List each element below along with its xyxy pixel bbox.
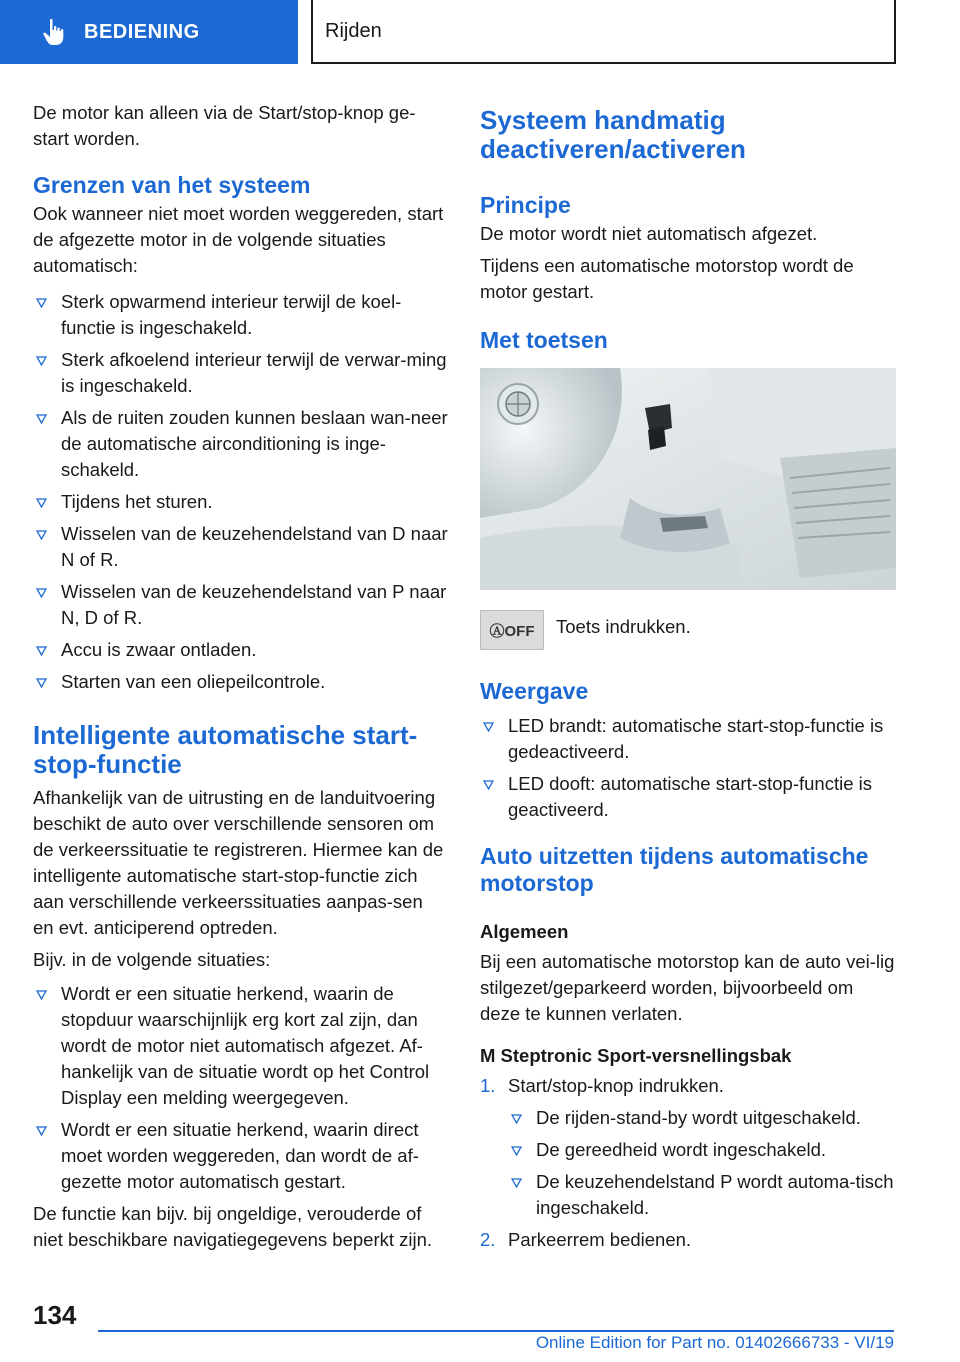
chapter-header (311, 0, 896, 64)
footer-divider (98, 1330, 894, 1332)
bijv-list (33, 981, 448, 1195)
right-column (480, 100, 896, 1259)
hand-pointer-icon (42, 18, 66, 46)
intelligent-heading: Intelligente automatische start-stop-functie (33, 720, 418, 779)
step-item (480, 1073, 896, 1221)
list-item: Wordt er een situatie herkend, waarin de stopduur waarschijnlijk erg kort zal zijn, dan wordt de motor niet automatisch afgezet. Af-hankelijk van de situatie wordt op het Control Display een melding weergegeven. (33, 981, 448, 1111)
intelligent-paragraph: Afhankelijk van de uitrusting en de landuitvoering beschikt de auto over verschillende sensoren om de verkeerssituatie te registreren. Hiermee kan de intelligente automatische start-stop-functie zich aan verschillende verkeerssituaties aanpas-sen en evt. anticiperend optreden. (33, 787, 444, 938)
list-item: Accu is zwaar ontladen. (33, 637, 448, 663)
footer-edition: Online Edition for Part no. 01402666733 - VI/19 (535, 1333, 894, 1352)
step-number: 2. (480, 1229, 496, 1250)
grenzen-heading: Grenzen van het systeem (33, 172, 311, 198)
triangle-bullet-icon (36, 530, 47, 540)
step-text: Parkeerrem bedienen. (508, 1229, 692, 1250)
dashboard-photo (480, 368, 896, 590)
intro-paragraph: De motor kan alleen via de Start/stop-knop ge-start worden. (33, 102, 416, 149)
section-label: BEDIENING (84, 20, 200, 43)
algemeen-heading: Algemeen (480, 921, 569, 942)
toets-paragraph: Toets indrukken. (556, 616, 691, 637)
manual-heading: Systeem handmatig deactiveren/activeren (480, 105, 746, 164)
chapter-title: Rijden (325, 19, 382, 42)
list-item: Sterk afkoelend interieur terwijl de verwar-ming is ingeschakeld. (33, 347, 448, 399)
step-text: Start/stop-knop indrukken. (508, 1075, 724, 1096)
triangle-bullet-icon (511, 1146, 522, 1156)
weergave-heading: Weergave (480, 678, 589, 704)
triangle-bullet-icon (36, 588, 47, 598)
steptronic-heading: M Steptronic Sport-versnellingsbak (480, 1045, 792, 1066)
list-item: LED brandt: automatische start-stop-functie is gedeactiveerd. (480, 713, 896, 765)
triangle-bullet-icon (36, 1126, 47, 1136)
triangle-bullet-icon (36, 498, 47, 508)
triangle-bullet-icon (483, 780, 494, 790)
list-item: De gereedheid wordt ingeschakeld. (508, 1137, 896, 1163)
auto-uitzetten-heading: Auto uitzetten tijdens automatische motorstop (480, 843, 869, 896)
step-sublist (508, 1105, 896, 1221)
list-item: Wisselen van de keuzehendelstand van D naar N of R. (33, 521, 448, 573)
section-tab[interactable] (0, 0, 298, 64)
principe-paragraph-2: Tijdens een automatische motorstop wordt de motor gestart. (480, 255, 854, 302)
button-instruction (480, 610, 896, 650)
step-number: 1. (480, 1075, 496, 1096)
weergave-list (480, 713, 896, 823)
auto-start-stop-off-button-icon (480, 610, 544, 650)
list-item: Sterk opwarmend interieur terwijl de koel-functie is ingeschakeld. (33, 289, 448, 341)
triangle-bullet-icon (36, 414, 47, 424)
closing-paragraph: De functie kan bijv. bij ongeldige, verouderde of niet beschikbare navigatiegegevens beperkt zijn. (33, 1203, 433, 1250)
list-item: De keuzehendelstand P wordt automa-tisch ingeschakeld. (508, 1169, 896, 1221)
triangle-bullet-icon (36, 298, 47, 308)
left-column (33, 100, 448, 1259)
triangle-bullet-icon (511, 1178, 522, 1188)
bijv-paragraph: Bijv. in de volgende situaties: (33, 949, 271, 970)
list-item: LED dooft: automatische start-stop-functie is geactiveerd. (480, 771, 896, 823)
triangle-bullet-icon (36, 646, 47, 656)
grenzen-list (33, 289, 448, 695)
algemeen-paragraph: Bij een automatische motorstop kan de auto vei-lig stilgezet/geparkeerd worden, bijvoorbeeld om deze te kunnen verlaten. (480, 951, 895, 1024)
triangle-bullet-icon (483, 722, 494, 732)
list-item: Wisselen van de keuzehendelstand van P naar N, D of R. (33, 579, 448, 631)
list-item: De rijden-stand-by wordt uitgeschakeld. (508, 1105, 896, 1131)
steps-list (480, 1073, 896, 1253)
principe-paragraph-1: De motor wordt niet automatisch afgezet. (480, 223, 818, 244)
principe-heading: Principe (480, 192, 571, 218)
list-item: Starten van een oliepeilcontrole. (33, 669, 448, 695)
list-item: Tijdens het sturen. (33, 489, 448, 515)
step-item (480, 1227, 896, 1253)
dashboard-illustration (480, 368, 896, 590)
list-item: Wordt er een situatie herkend, waarin direct moet worden weggereden, dan wordt de af-gezette motor automatisch gestart. (33, 1117, 448, 1195)
off-button-label: ⒶOFF (489, 622, 535, 640)
list-item: Als de ruiten zouden kunnen beslaan wan-neer de automatische airconditioning is inge-schakeld. (33, 405, 448, 483)
triangle-bullet-icon (511, 1114, 522, 1124)
triangle-bullet-icon (36, 678, 47, 688)
grenzen-paragraph: Ook wanneer niet moet worden weggereden, start de afgezette motor in de volgende situaties automatisch: (33, 203, 444, 276)
toetsen-heading: Met toetsen (480, 327, 608, 353)
triangle-bullet-icon (36, 356, 47, 366)
page-number: 134 (33, 1300, 77, 1330)
triangle-bullet-icon (36, 990, 47, 1000)
